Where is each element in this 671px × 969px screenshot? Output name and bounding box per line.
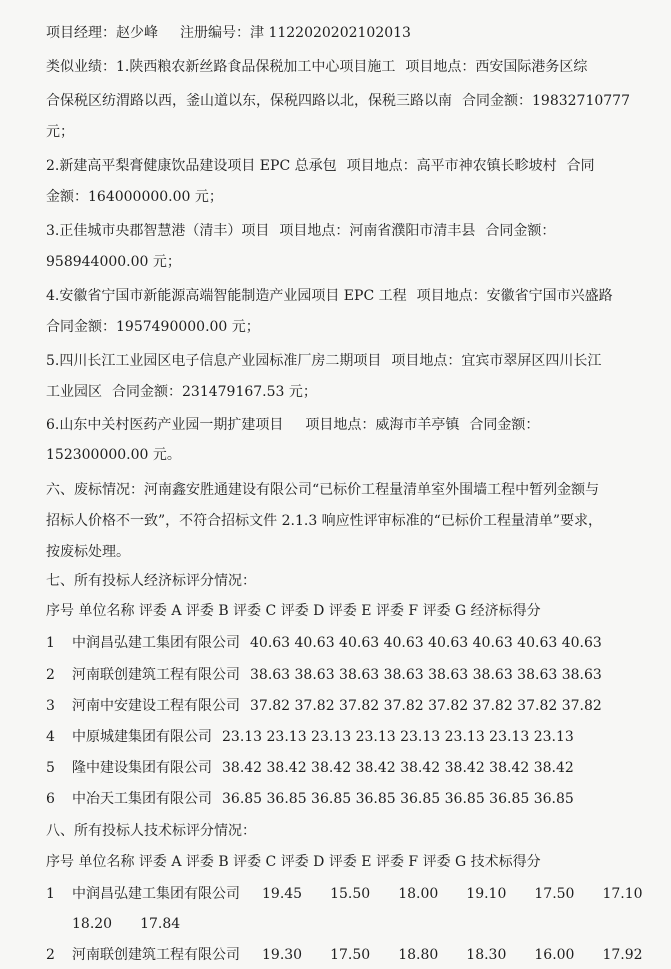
company-name: 河南中安建设工程有限公司 — [72, 698, 240, 714]
contract-amount-label: 合同金额： — [485, 223, 556, 239]
econ-header: 序号 单位名称 评委 A 评委 B 评委 C 评委 D 评委 E 评委 F 评委 G 经济标得分 — [46, 603, 541, 619]
project-location: 项目地点：河南省濮阳市清丰县 — [279, 223, 476, 239]
score-f: 17.10 — [602, 886, 643, 902]
score-d: 19.10 — [466, 886, 507, 902]
row-scores: 38.63 38.63 38.63 38.63 38.63 38.63 38.63 38.63 — [250, 667, 602, 683]
score-e: 17.50 — [534, 886, 575, 902]
similar-p1-line1 — [46, 58, 608, 76]
row-seq: 6 — [46, 791, 55, 807]
company-name: 中润昌弘建工集团有限公司 — [72, 886, 240, 902]
similar-p2-line2: 金额：164000000.00 元； — [46, 189, 223, 205]
score-d: 18.30 — [466, 947, 507, 963]
project-name: 2.新建高平梨膏健康饮品建设项目 EPC 总承包 — [46, 158, 337, 174]
company-name: 河南联创建筑工程有限公司 — [72, 947, 240, 963]
project-location: 项目地点：安徽省宁国市兴盛路 — [416, 288, 613, 304]
score-b: 17.50 — [330, 947, 371, 963]
tech-total-score: 17.84 — [140, 916, 181, 932]
similar-p3-line1 — [46, 222, 608, 240]
project-name: 5.四川长江工业园区电子信息产业园标准厂房二期项目 — [46, 353, 382, 369]
project-name: 3.正佳城市央郡智慧港（清丰）项目 — [46, 223, 270, 239]
company-name: 隆中建设集团有限公司 — [72, 760, 212, 776]
score-b: 15.50 — [330, 886, 371, 902]
econ-row — [46, 759, 608, 777]
econ-row — [46, 634, 608, 652]
econ-title: 七、所有投标人经济标评分情况： — [46, 573, 256, 589]
row-scores: 40.63 40.63 40.63 40.63 40.63 40.63 40.63 40.63 — [250, 635, 602, 651]
score-g: 18.20 — [72, 916, 113, 932]
similar-p5-line2 — [46, 383, 608, 401]
row-seq: 1 — [46, 886, 55, 902]
similar-p1-line3: 元； — [46, 124, 74, 140]
similar-p5-line1 — [46, 352, 608, 370]
row-seq: 5 — [46, 760, 55, 776]
project-location: 项目地点：高平市神农镇长畛坡村 — [346, 158, 557, 174]
tech-row — [46, 946, 643, 964]
registration-number: 注册编号：津 1122020202102013 — [180, 25, 411, 41]
tech-title: 八、所有投标人技术标评分情况： — [46, 823, 256, 839]
disqualified-line1 — [46, 481, 608, 499]
similar-p4-line1 — [46, 287, 613, 305]
company-name: 河南联创建筑工程有限公司 — [72, 667, 240, 683]
row-seq: 3 — [46, 698, 55, 714]
similar-p6-line2: 152300000.00 元。 — [46, 447, 181, 463]
similar-p6-line1 — [46, 416, 608, 434]
row-scores: 36.85 36.85 36.85 36.85 36.85 36.85 36.85 36.85 — [222, 791, 574, 807]
econ-row — [46, 666, 608, 684]
econ-row — [46, 790, 608, 808]
tech-row-cont — [72, 915, 608, 933]
score-f: 17.92 — [602, 947, 643, 963]
project-name: 4.安徽省宁国市新能源高端智能制造产业园项目 EPC 工程 — [46, 288, 407, 304]
similar-p3-line2: 958944000.00 元； — [46, 254, 181, 270]
company-name: 中润昌弘建工集团有限公司 — [72, 635, 240, 651]
tech-row — [46, 885, 643, 903]
row-seq: 1 — [46, 635, 55, 651]
econ-row — [46, 728, 608, 746]
project-location-cont: 合保税区纺渭路以西，釜山道以东，保税四路以北，保税三路以南 — [46, 93, 452, 109]
score-c: 18.80 — [398, 947, 439, 963]
contract-amount-label: 合同 — [566, 158, 595, 174]
score-a: 19.30 — [262, 947, 303, 963]
disqualified-line3: 按废标处理。 — [46, 544, 130, 560]
row-seq: 4 — [46, 729, 55, 745]
project-location-cont: 工业园区 — [46, 384, 102, 400]
project-name: 6.山东中关村医药产业园一期扩建项目 — [46, 417, 284, 433]
contract-amount: 合同金额：19832710777 — [462, 93, 630, 109]
row-scores: 23.13 23.13 23.13 23.13 23.13 23.13 23.13 23.13 — [222, 729, 574, 745]
row-seq: 2 — [46, 947, 55, 963]
score-a: 19.45 — [262, 886, 303, 902]
score-c: 18.00 — [398, 886, 439, 902]
row-scores: 38.42 38.42 38.42 38.42 38.42 38.42 38.42 38.42 — [222, 760, 574, 776]
similar-p2-line1 — [46, 157, 608, 175]
row-scores: 37.82 37.82 37.82 37.82 37.82 37.82 37.82 37.82 — [250, 698, 602, 714]
company-name: 中冶天工集团有限公司 — [72, 791, 212, 807]
project-name: 1.陕西粮农新丝路食品保税加工中心项目施工 — [116, 59, 396, 75]
econ-row — [46, 697, 608, 715]
tech-header: 序号 单位名称 评委 A 评委 B 评委 C 评委 D 评委 E 评委 F 评委 G 技术标得分 — [46, 854, 541, 870]
contract-amount: 合同金额：231479167.53 元； — [112, 384, 317, 400]
contract-amount-label: 合同金额： — [469, 417, 540, 433]
disqualified-text: 六、废标情况：河南鑫安胜通建设有限公司“已标价工程量清单室外围墙工程中暂列金额与 — [46, 482, 600, 498]
disqualified-line2: 招标人价格不一致”，不符合招标文件 2.1.3 响应性评审标准的“已标价工程量清单”要求， — [46, 513, 602, 529]
manager-name: 项目经理：赵少峰 — [46, 25, 158, 41]
manager-line — [46, 24, 608, 42]
similar-p4-line2: 合同金额：1957490000.00 元； — [46, 319, 260, 335]
similar-p1-line2 — [46, 92, 630, 110]
company-name: 中原城建集团有限公司 — [72, 729, 212, 745]
score-e: 16.00 — [534, 947, 575, 963]
row-seq: 2 — [46, 667, 55, 683]
project-location: 项目地点：宜宾市翠屏区四川长江 — [391, 353, 602, 369]
similar-label: 类似业绩： — [46, 59, 116, 75]
project-location: 项目地点：西安国际港务区综 — [405, 59, 588, 75]
project-location: 项目地点：威海市羊亭镇 — [305, 417, 460, 433]
